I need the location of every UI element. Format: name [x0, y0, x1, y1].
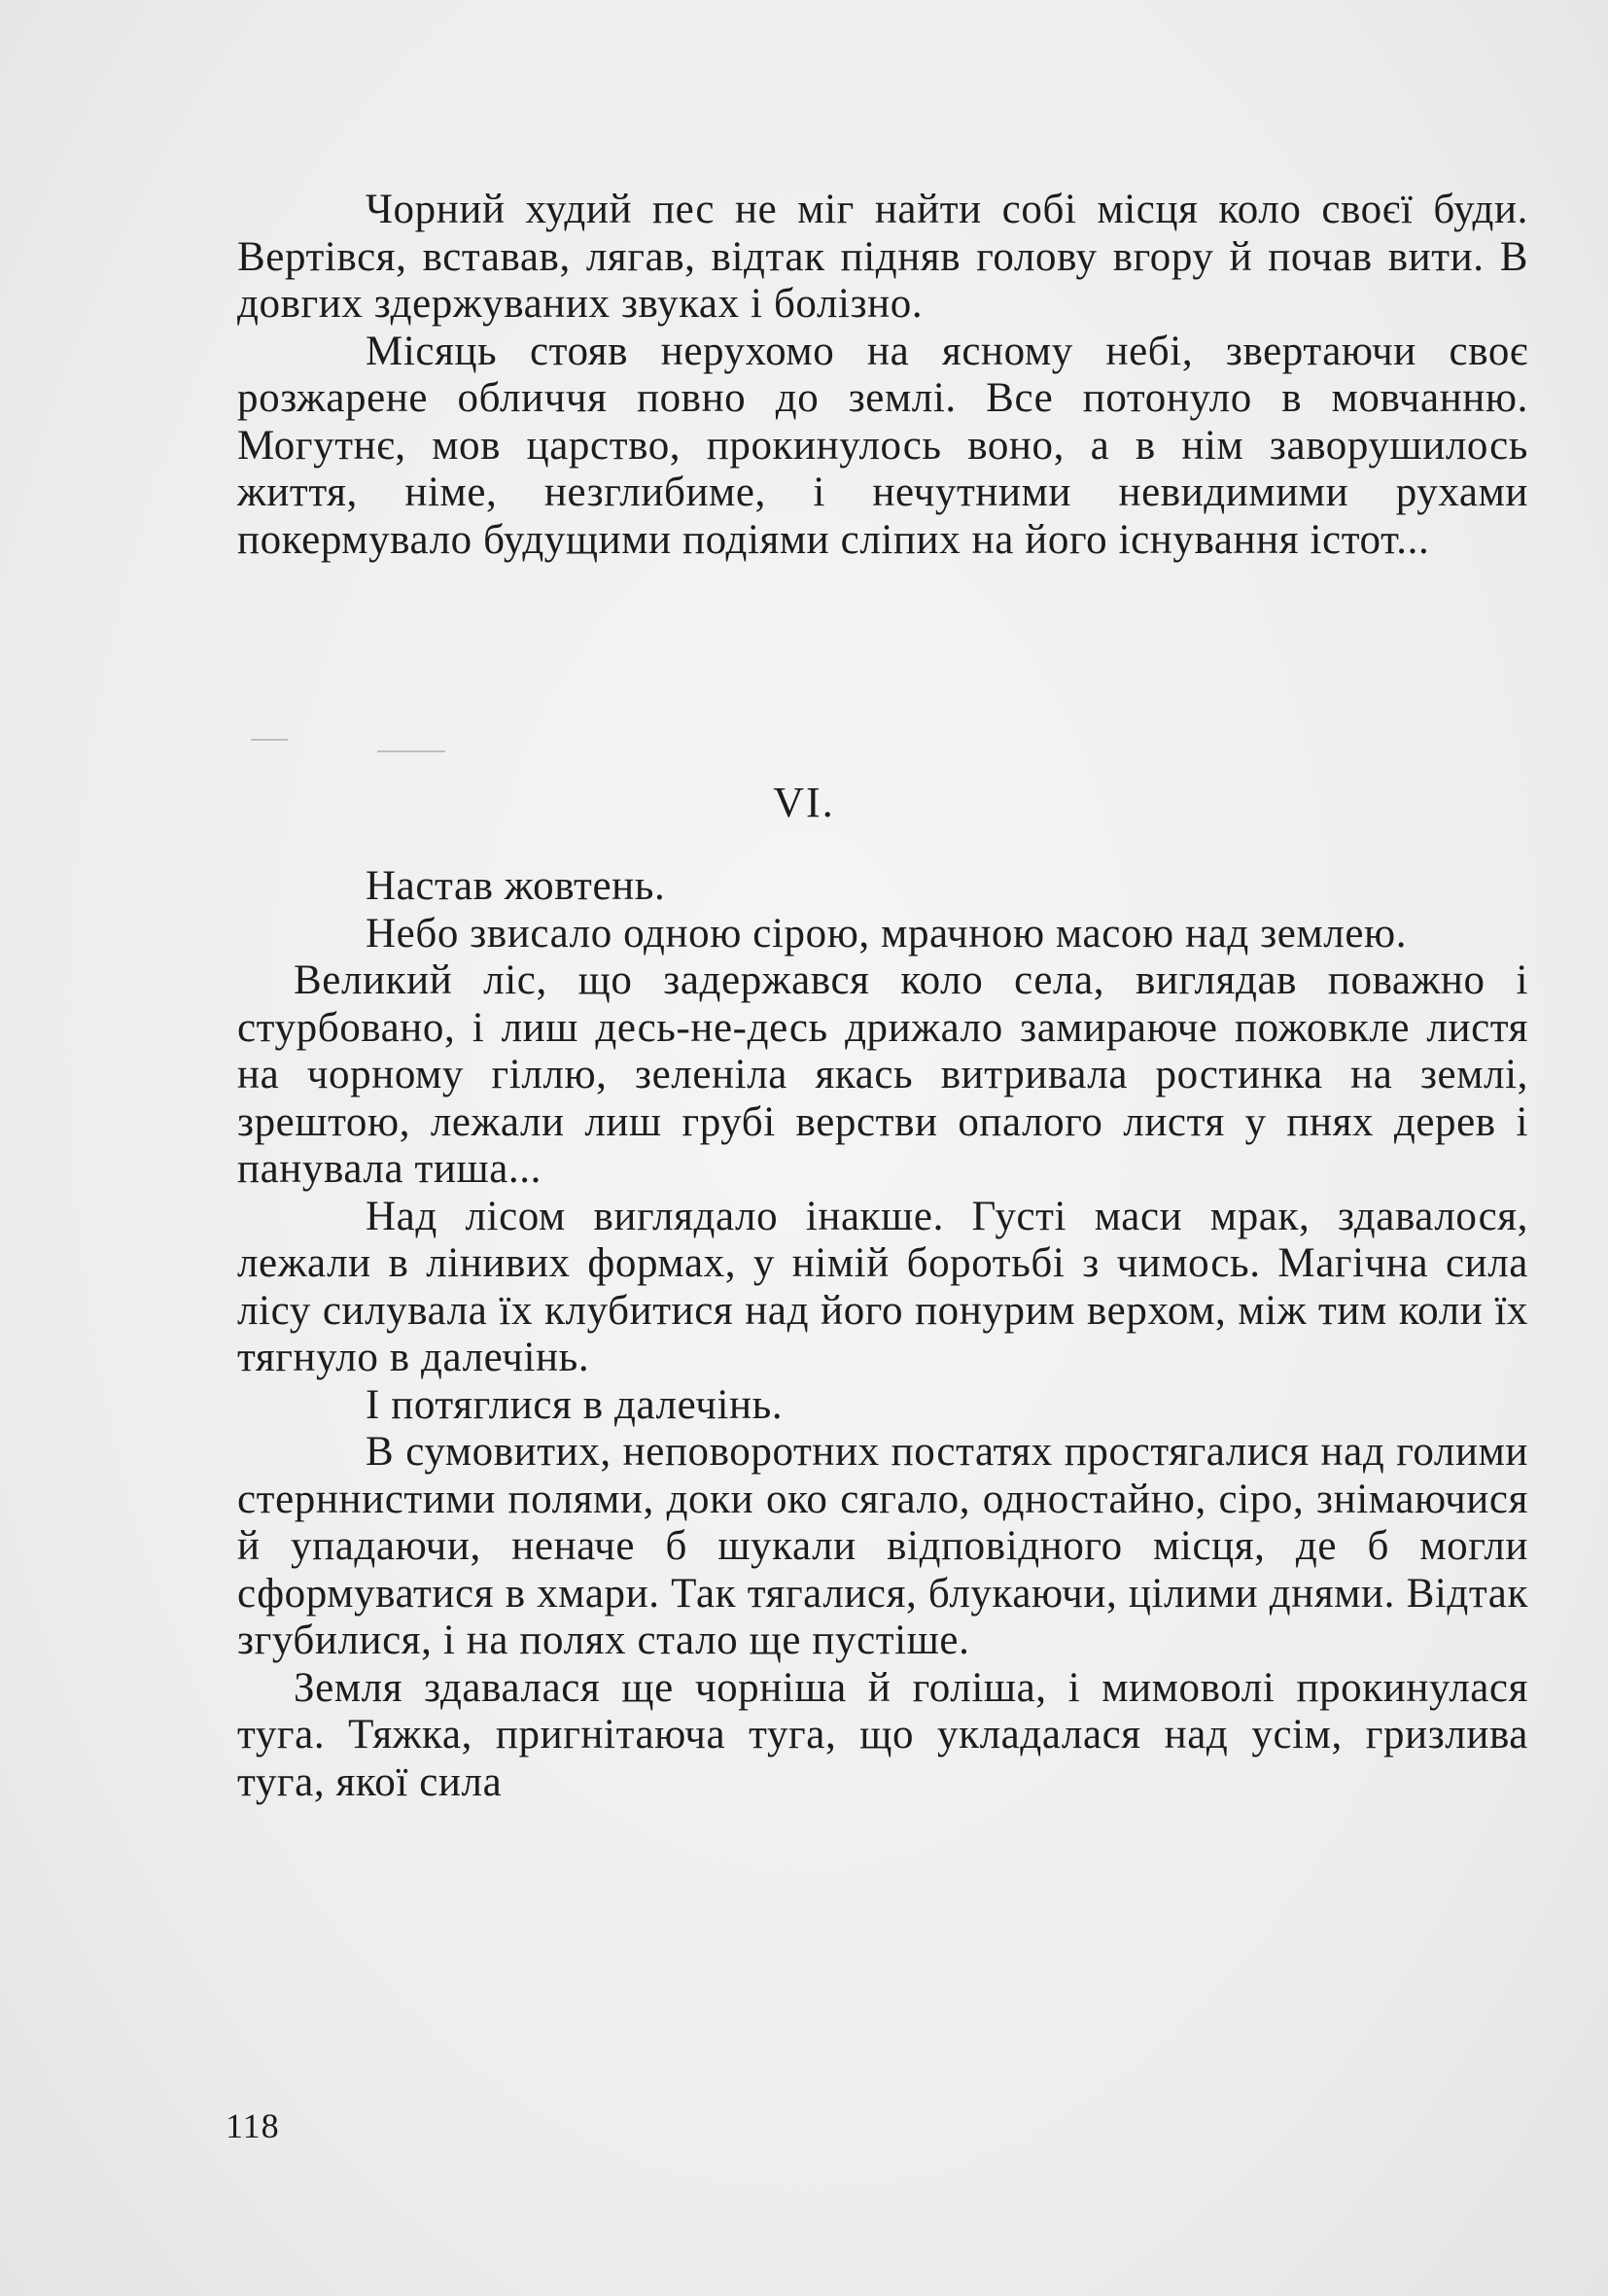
paragraph: Чорний худий пес не міг найти собі місця коло своєї буди. Вертівся, вставав, лягав, відтак підняв голову вгору й почав вити. В довгих здержуваних звуках і болізно. — [237, 187, 1528, 327]
top-text-block — [237, 187, 1528, 564]
paragraph: Земля здавалася ще чорніша й голіша, і мимоволі прокинулася туга. Тяжка, пригнітаюча туга, що укладалася над усім, гризлива туга, якої сила — [237, 1664, 1528, 1805]
paragraph: Над лісом виглядало інакше. Густі маси мрак, здавалося, лежали в лінивих формах, у німій боротьбі з чимось. Магічна сила лісу силувала їх клубитися над його понурим верхом, між тим коли їх тягнуло в далечінь. — [237, 1193, 1528, 1380]
paragraph: І потяглися в далечінь. — [366, 1381, 784, 1428]
paragraph: Великий ліс, що задержався коло села, виглядав поважно і стурбовано, і лиш десь-не-десь дрижало замираюче пожовкле листя на чорному гіллю, зеленіла якась витривала ростинка на землі, зрештою, лежали лиш грубі верстви опалого листя у пнях дерев і панувала тиша... — [237, 957, 1528, 1192]
ink-dash — [251, 739, 288, 741]
paragraph: Настав жовтень. — [366, 863, 666, 909]
chapter-heading: VI. — [773, 779, 835, 826]
paragraph: Місяць стояв нерухомо на ясному небі, звертаючи своє розжарене обличчя повно до землі. Все потонуло в мовчанню. Могутнє, мов царство, прокинулось воно, а в нім заворушилось життя, німе, незглибиме, і нечутними невидимими рухами покермувало будущими подіями сліпих на його існування істот... — [237, 328, 1528, 563]
page-number: 118 — [226, 2106, 280, 2145]
bottom-text-block — [237, 863, 1528, 1806]
ink-dash — [377, 750, 445, 752]
paragraph: В сумовитих, неповоротних постатях простягалися над голими стерннистими полями, доки око сягало, одностайно, сіро, знімаючися й упадаючи, неначе б шукали відповідного місця, де б могли сформуватися в хмари. Так тягалися, блукаючи, цілими днями. Відтак згубилися, і на полях стало ще пустіше. — [237, 1429, 1528, 1663]
paragraph: Небо звисало одною сірою, мрачною масою над землею. — [366, 910, 1408, 957]
